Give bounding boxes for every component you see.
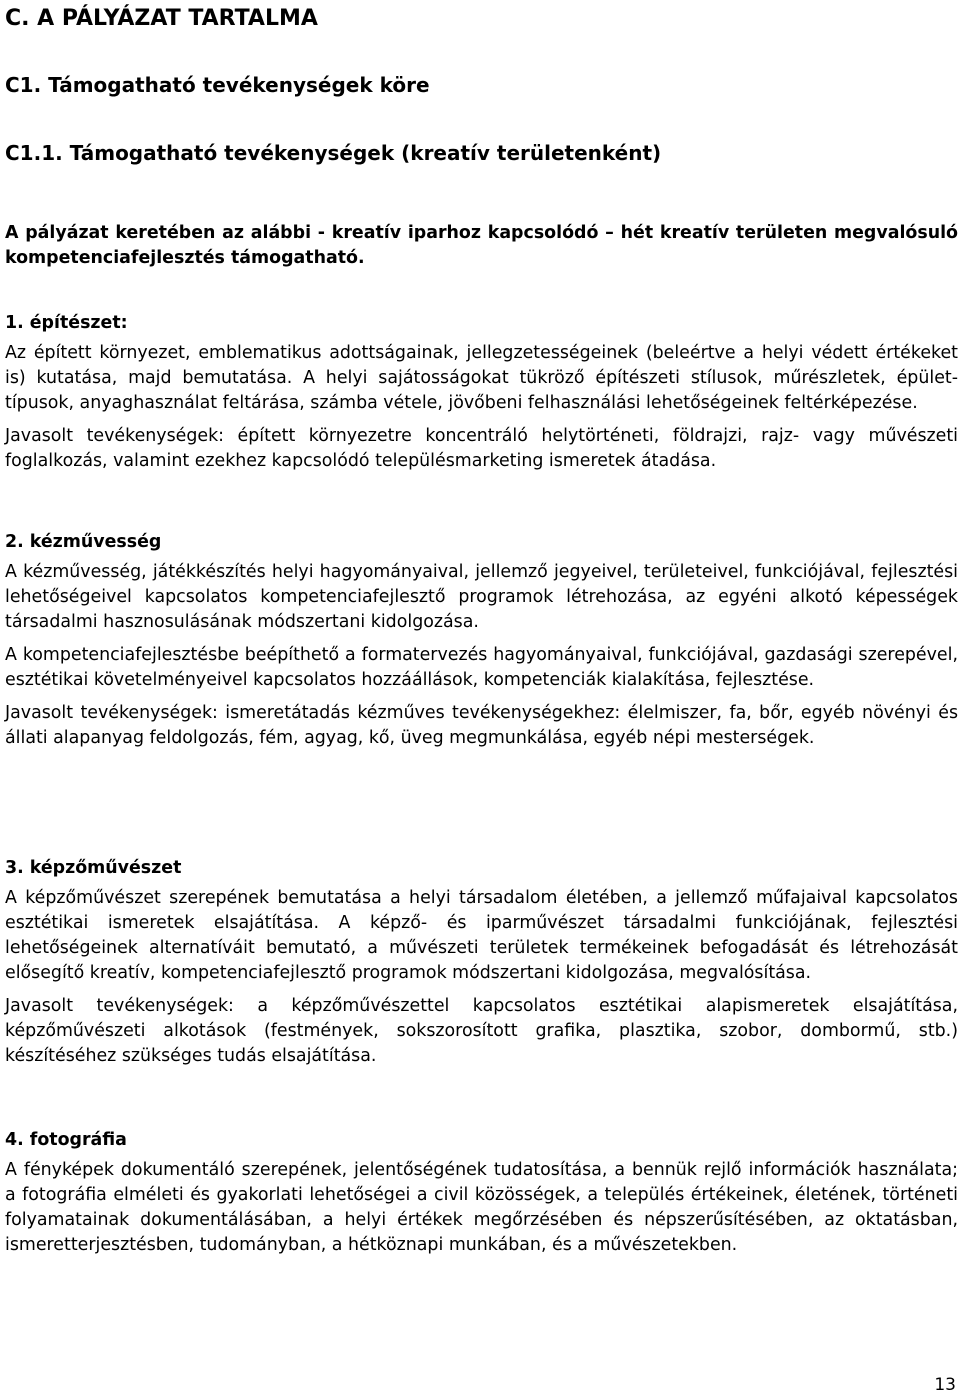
- section-paragraph: Javasolt tevékenységek: épített környezetre koncentráló helytörténeti, földrajzi, rajz- vagy művészeti foglalkozás, valamint ezekhez kapcsolódó településmarketing ismeretek átadása.: [5, 426, 958, 471]
- section-epiteszet: [5, 311, 958, 482]
- section-fotografia: [5, 1128, 958, 1266]
- section-title: 2. kézművesség: [5, 532, 162, 552]
- section-paragraph: Javasolt tevékenységek: a képzőművészettel kapcsolatos esztétikai alapismeretek elsajátítása, képzőművészeti alkotások (festmények, sokszorosított grafika, plasztika, szobor, dombormű, stb.) készítéséhez szükséges tudás elsajátítása.: [5, 996, 958, 1066]
- section-heading-c1: C1. Támogatható tevékenységek köre: [5, 73, 430, 97]
- section-title: 1. építészet:: [5, 313, 128, 333]
- section-kezmuvesseg: [5, 530, 958, 759]
- page-number: 13: [934, 1375, 956, 1395]
- section-paragraph: Javasolt tevékenységek: ismeretátadás kézműves tevékenységekhez: élelmiszer, fa, bőr, egyéb növényi és állati alapanyag feldolgozás, fém, agyag, kő, üveg megmunkálása, egyéb népi mesterségek.: [5, 703, 958, 748]
- section-paragraph: A képzőművészet szerepének bemutatása a helyi társadalom életében, a jellemző műfajaival kapcsolatos esztétikai ismeretek elsajátítása. A képző- és iparművészet társadalmi funkciójának, fejlesztési lehetőségeinek alternatíváit bemutató, a művészeti területek termékeinek befogadását és létrehozását elősegítő kreatív, kompetenciafejlesztő programok módszertani kidolgozása, megvalósítása.: [5, 888, 958, 983]
- main-heading: C. A PÁLYÁZAT TARTALMA: [5, 6, 318, 31]
- section-kepzomuveszet: [5, 856, 958, 1077]
- section-title: 4. fotográfia: [5, 1130, 127, 1150]
- section-paragraph: A kompetenciafejlesztésbe beépíthető a formatervezés hagyományaival, funkciójával, gazdasági szerepével, esztétikai követelményeivel kapcsolatos hozzáállások, kompetenciák kialakítása, fejlesztése.: [5, 645, 958, 690]
- section-title: 3. képzőművészet: [5, 858, 182, 878]
- section-paragraph: Az épített környezet, emblematikus adottságainak, jellegzetességeinek (beleértve a helyi védett értékeket is) kutatása, majd bemutatása. A helyi sajátosságokat tükröző építészeti stílusok, műrészletek, épület-típusok, anyaghasználat feltárása, számba vétele, jövőbeni felhasználási lehetőségeinek feltérképezése.: [5, 343, 958, 413]
- section-paragraph: A kézművesség, játékkészítés helyi hagyományaival, jellemző jegyeivel, területeivel, funkciójával, fejlesztési lehetőségeivel kapcsolatos kompetenciafejlesztő programok létrehozása, az egyéni alkotó képességek társadalmi hasznosulásának módszertani kidolgozása.: [5, 562, 958, 632]
- section-paragraph: A fényképek dokumentáló szerepének, jelentőségének tudatosítása, a bennük rejlő információk használata; a fotográfia elméleti és gyakorlati lehetőségei a civil közösségek, a település értékeinek, életének, történeti folyamatainak dokumentálásában, a helyi értékek megőrzésében és népszerűsítésében, az oktatásban, ismeretterjesztésben, tudományban, a hétköznapi munkában, és a művészetekben.: [5, 1160, 958, 1255]
- intro-paragraph: A pályázat keretében az alábbi - kreatív iparhoz kapcsolódó – hét kreatív területen megvalósuló kompetenciafejlesztés támogatható.: [5, 223, 958, 268]
- section-heading-c11: C1.1. Támogatható tevékenységek (kreatív területenként): [5, 141, 662, 165]
